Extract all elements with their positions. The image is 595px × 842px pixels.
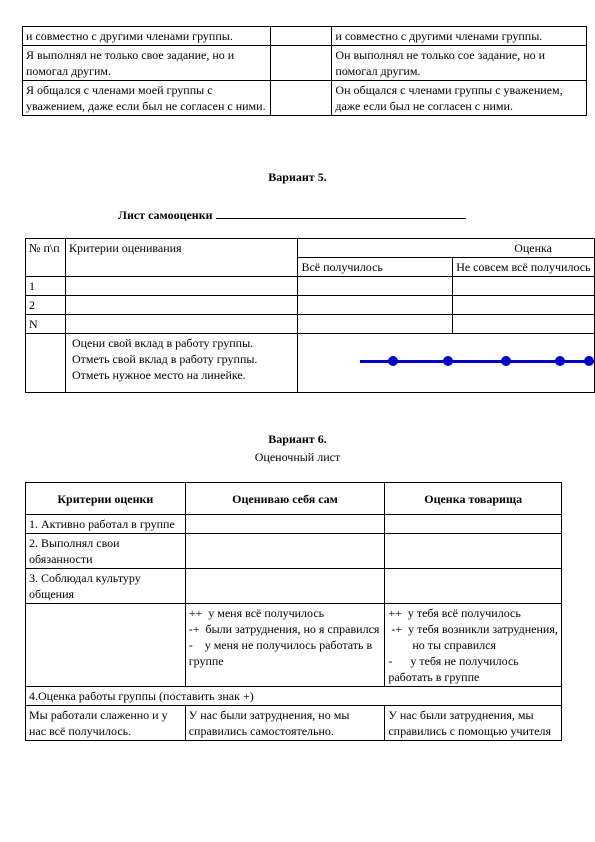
ruler-point[interactable] bbox=[584, 356, 594, 366]
table-cell: Он выполнял не только сое задание, но и помогал другим. bbox=[332, 46, 587, 81]
legend-line: ++ у тебя всё получилось bbox=[388, 606, 521, 620]
table-row bbox=[26, 534, 562, 569]
group-option[interactable]: У нас были затруднения, но мы справились самостоятельно. bbox=[185, 706, 385, 741]
ruler-point[interactable] bbox=[388, 356, 398, 366]
table-row bbox=[26, 604, 562, 687]
group-option[interactable]: Мы работали слаженно и у нас всё получилось. bbox=[26, 706, 186, 741]
ruler-cell bbox=[298, 334, 595, 393]
table-cell[interactable] bbox=[185, 534, 385, 569]
table-cell bbox=[270, 81, 332, 116]
table-cell[interactable] bbox=[185, 569, 385, 604]
group-option[interactable]: У нас были затруднения, мы справились с помощью учителя bbox=[385, 706, 562, 741]
ruler-point[interactable] bbox=[501, 356, 511, 366]
table-row bbox=[26, 277, 595, 296]
table-cell[interactable] bbox=[385, 515, 562, 534]
table-row bbox=[26, 334, 595, 393]
instruction-line: Отметь свой вклад в работу группы. bbox=[71, 352, 258, 366]
instruction-line: Оцени свой вклад в работу группы. bbox=[71, 336, 254, 350]
table-cell bbox=[270, 46, 332, 81]
group-eval-title: 4.Оценка работы группы (поставить знак +) bbox=[26, 687, 562, 706]
table-row bbox=[26, 515, 562, 534]
variant6-title: Вариант 6. bbox=[268, 432, 327, 446]
top-criteria-table bbox=[22, 26, 587, 116]
header-criteria: Критерии оценки bbox=[26, 483, 186, 515]
legend-line: - у тебя не получилось работать в группе bbox=[388, 654, 522, 684]
col-partial-header: Не совсем всё получилось bbox=[453, 258, 595, 277]
criterion-label: 1. Активно работал в группе bbox=[26, 515, 186, 534]
variant5-title: Вариант 5. bbox=[268, 170, 327, 184]
legend-line: - у меня не получилось работать в группе bbox=[188, 638, 376, 668]
table-row bbox=[26, 239, 595, 258]
table-cell bbox=[270, 27, 332, 46]
table-cell: Я выполнял не только свое задание, но и помогал другим. bbox=[23, 46, 271, 81]
table-cell: и совместно с другими членами группы. bbox=[332, 27, 587, 46]
table-cell[interactable] bbox=[185, 515, 385, 534]
row-label: 1 bbox=[26, 277, 66, 296]
table-row bbox=[26, 315, 595, 334]
instruction-line: Отметь нужное место на линейке. bbox=[71, 368, 246, 382]
header-peer: Оценка товарища bbox=[385, 483, 562, 515]
contribution-ruler[interactable] bbox=[298, 334, 594, 392]
table-row bbox=[26, 706, 562, 741]
name-line[interactable] bbox=[216, 205, 466, 219]
table-row bbox=[23, 81, 587, 116]
table-cell[interactable] bbox=[453, 315, 595, 334]
table-cell[interactable] bbox=[65, 277, 298, 296]
table-row bbox=[23, 46, 587, 81]
legend-line: но ты справился bbox=[388, 638, 497, 652]
table-cell[interactable] bbox=[65, 296, 298, 315]
evaluation-table bbox=[25, 482, 562, 741]
table-row bbox=[23, 27, 587, 46]
table-cell[interactable] bbox=[453, 296, 595, 315]
ruler-point[interactable] bbox=[443, 356, 453, 366]
table-cell: Он общался с членами группы с уважением, даже если был не согласен с ними. bbox=[332, 81, 587, 116]
table-cell: и совместно с другими членами группы. bbox=[23, 27, 271, 46]
row-label: N bbox=[26, 315, 66, 334]
criterion-label: 2. Выполнял свои обязанности bbox=[26, 534, 186, 569]
table-row bbox=[26, 296, 595, 315]
table-row bbox=[26, 483, 562, 515]
self-assessment-table bbox=[25, 238, 595, 393]
table-row bbox=[26, 569, 562, 604]
self-legend bbox=[185, 604, 385, 687]
instruction-cell bbox=[65, 334, 298, 393]
legend-line: -+ были затруднения, но я справился bbox=[188, 622, 380, 636]
row-label: 2 bbox=[26, 296, 66, 315]
ruler-point[interactable] bbox=[555, 356, 565, 366]
col-criteria-header: Критерии оценивания bbox=[65, 239, 298, 277]
variant6-subtitle: Оценочный лист bbox=[254, 450, 341, 464]
table-cell bbox=[26, 604, 186, 687]
criterion-label: 3. Соблюдал культуру общения bbox=[26, 569, 186, 604]
table-row bbox=[26, 687, 562, 706]
table-cell[interactable] bbox=[298, 296, 453, 315]
table-cell[interactable] bbox=[453, 277, 595, 296]
peer-legend bbox=[385, 604, 562, 687]
table-cell[interactable] bbox=[385, 569, 562, 604]
col-grade-header: Оценка bbox=[298, 239, 595, 258]
col-num-header: № п\п bbox=[26, 239, 66, 277]
table-cell bbox=[26, 334, 66, 393]
self-assessment-heading bbox=[118, 205, 466, 223]
table-cell: Я общался с членами моей группы с уважением, даже если был не согласен с ними. bbox=[23, 81, 271, 116]
legend-line: -+ у тебя возникли затруднения, bbox=[388, 622, 558, 636]
table-cell[interactable] bbox=[298, 277, 453, 296]
table-cell[interactable] bbox=[298, 315, 453, 334]
table-cell[interactable] bbox=[385, 534, 562, 569]
sheet-title: Лист самооценки bbox=[118, 208, 213, 222]
header-self: Оцениваю себя сам bbox=[185, 483, 385, 515]
col-success-header: Всё получилось bbox=[298, 258, 453, 277]
table-cell[interactable] bbox=[65, 315, 298, 334]
legend-line: ++ у меня всё получилось bbox=[188, 606, 325, 620]
